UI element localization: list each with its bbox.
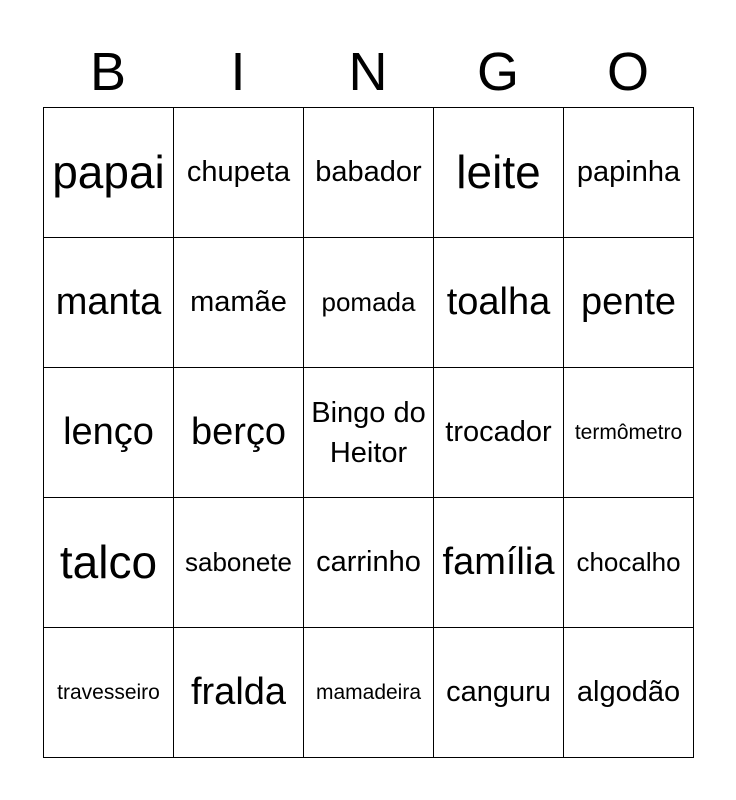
bingo-cell[interactable]: pente <box>564 238 694 368</box>
bingo-cell[interactable]: manta <box>44 238 174 368</box>
header-letter-n: N <box>348 42 388 102</box>
bingo-cell[interactable]: mamãe <box>174 238 304 368</box>
bingo-cell[interactable]: leite <box>434 108 564 238</box>
bingo-cell[interactable]: família <box>434 498 564 628</box>
bingo-cell[interactable]: carrinho <box>304 498 434 628</box>
bingo-header <box>43 38 693 106</box>
bingo-cell[interactable]: chocalho <box>564 498 694 628</box>
header-letter-b: B <box>89 42 127 102</box>
header-letter-o: O <box>606 42 649 102</box>
bingo-cell[interactable]: fralda <box>174 628 304 758</box>
bingo-cell[interactable]: termômetro <box>564 368 694 498</box>
bingo-cell[interactable]: papai <box>44 108 174 238</box>
header-letter-g: G <box>476 42 519 102</box>
bingo-cell[interactable]: mamadeira <box>304 628 434 758</box>
bingo-cell[interactable]: algodão <box>564 628 694 758</box>
bingo-cell[interactable]: berço <box>174 368 304 498</box>
bingo-cell[interactable]: talco <box>44 498 174 628</box>
bingo-cell[interactable]: pomada <box>304 238 434 368</box>
bingo-cell[interactable]: babador <box>304 108 434 238</box>
bingo-cell[interactable]: trocador <box>434 368 564 498</box>
bingo-cell[interactable]: chupeta <box>174 108 304 238</box>
bingo-cell[interactable]: toalha <box>434 238 564 368</box>
bingo-card-grid <box>43 107 694 758</box>
bingo-cell[interactable]: travesseiro <box>44 628 174 758</box>
bingo-cell[interactable]: canguru <box>434 628 564 758</box>
header-letter-i: I <box>230 42 246 102</box>
bingo-cell[interactable]: lenço <box>44 368 174 498</box>
bingo-cell[interactable]: sabonete <box>174 498 304 628</box>
bingo-cell[interactable]: papinha <box>564 108 694 238</box>
free-space-cell[interactable]: Bingo do Heitor <box>304 368 434 498</box>
